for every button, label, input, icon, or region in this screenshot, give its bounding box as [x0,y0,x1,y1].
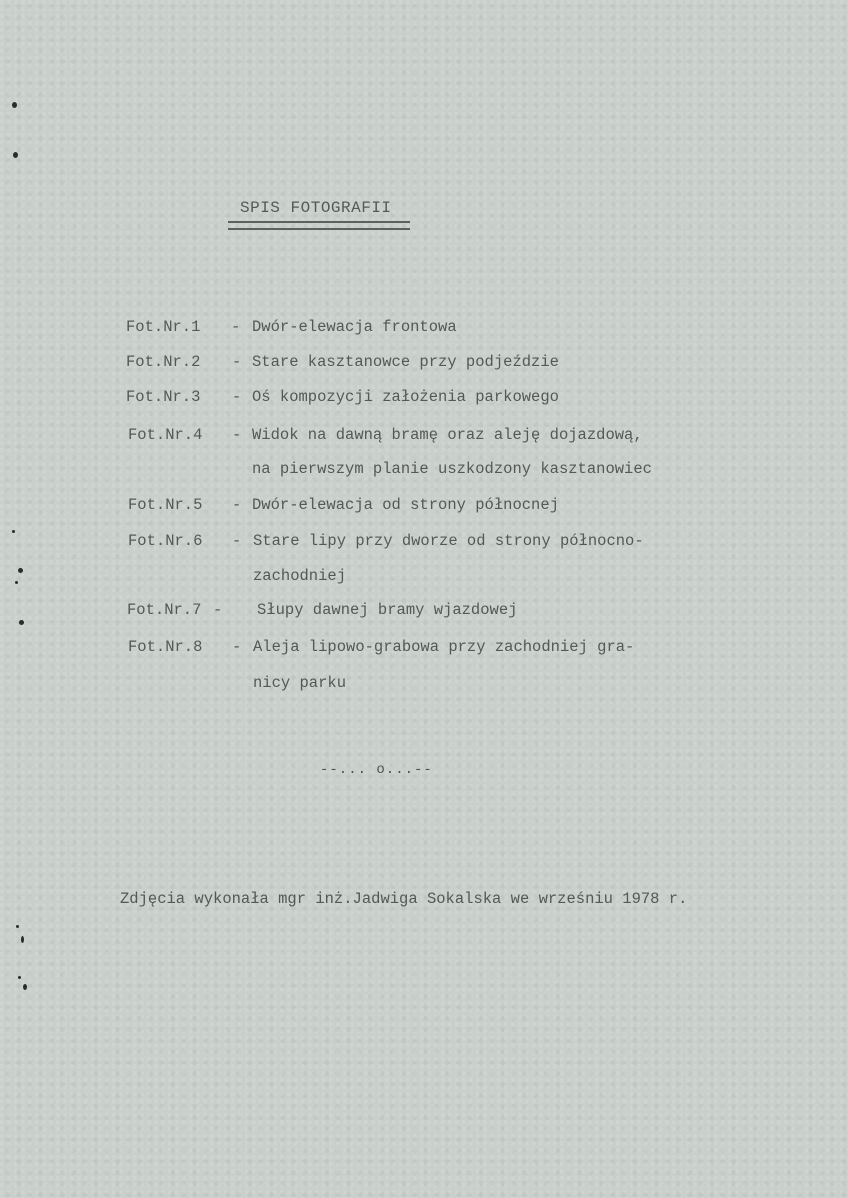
entry-label: Fot.Nr.8 [128,638,203,656]
entry-label: Fot.Nr.2 [126,353,201,371]
margin-mark [13,152,18,158]
entry-description: Oś kompozycji założenia parkowego [252,388,559,406]
margin-mark [23,984,27,990]
entry-label: Fot.Nr.3 [126,388,201,406]
entry-dash: - [232,532,242,550]
entry-label: Fot.Nr.1 [126,318,201,336]
entry-dash: - [232,638,242,656]
entry-dash: - [232,353,242,371]
margin-mark [18,568,23,573]
entry-label: Fot.Nr.6 [128,532,203,550]
entry-description: Widok na dawną bramę oraz aleję dojazdową, [252,426,643,444]
entry-description: Dwór-elewacja od strony północnej [252,496,559,514]
entry-label: Fot.Nr.7 [127,601,202,619]
entry-description-continued: na pierwszym planie uszkodzony kasztanowiec [252,460,652,478]
entry-description: Stare lipy przy dworze od strony północno- [253,532,644,550]
margin-mark [19,620,24,625]
document-title: SPIS FOTOGRAFII [240,199,392,217]
entry-dash: - [232,426,242,444]
margin-mark [12,530,15,533]
margin-mark [16,925,19,928]
entry-description: Aleja lipowo-grabowa przy zachodniej gra- [253,638,635,656]
entry-description-continued: nicy parku [253,674,347,692]
entry-dash: - [231,318,241,336]
title-underline [228,221,410,223]
entry-description: Dwór-elewacja frontowa [252,318,457,336]
photo-credit: Zdjęcia wykonała mgr inż.Jadwiga Sokalska we wrześniu 1978 r. [120,890,688,908]
margin-mark [21,936,24,943]
section-separator: --... o...-- [320,762,433,778]
margin-mark [18,976,21,979]
entry-description: Słupy dawnej bramy wjazdowej [257,601,518,619]
entry-dash: - [232,388,242,406]
entry-label: Fot.Nr.5 [128,496,203,514]
margin-mark [12,102,17,108]
entry-description: Stare kasztanowce przy podjeździe [252,353,559,371]
entry-dash: - [232,496,242,514]
entry-dash: - [213,601,223,619]
entry-description-continued: zachodniej [253,567,347,585]
title-underline [228,228,410,230]
margin-mark [15,581,18,584]
entry-label: Fot.Nr.4 [128,426,203,444]
